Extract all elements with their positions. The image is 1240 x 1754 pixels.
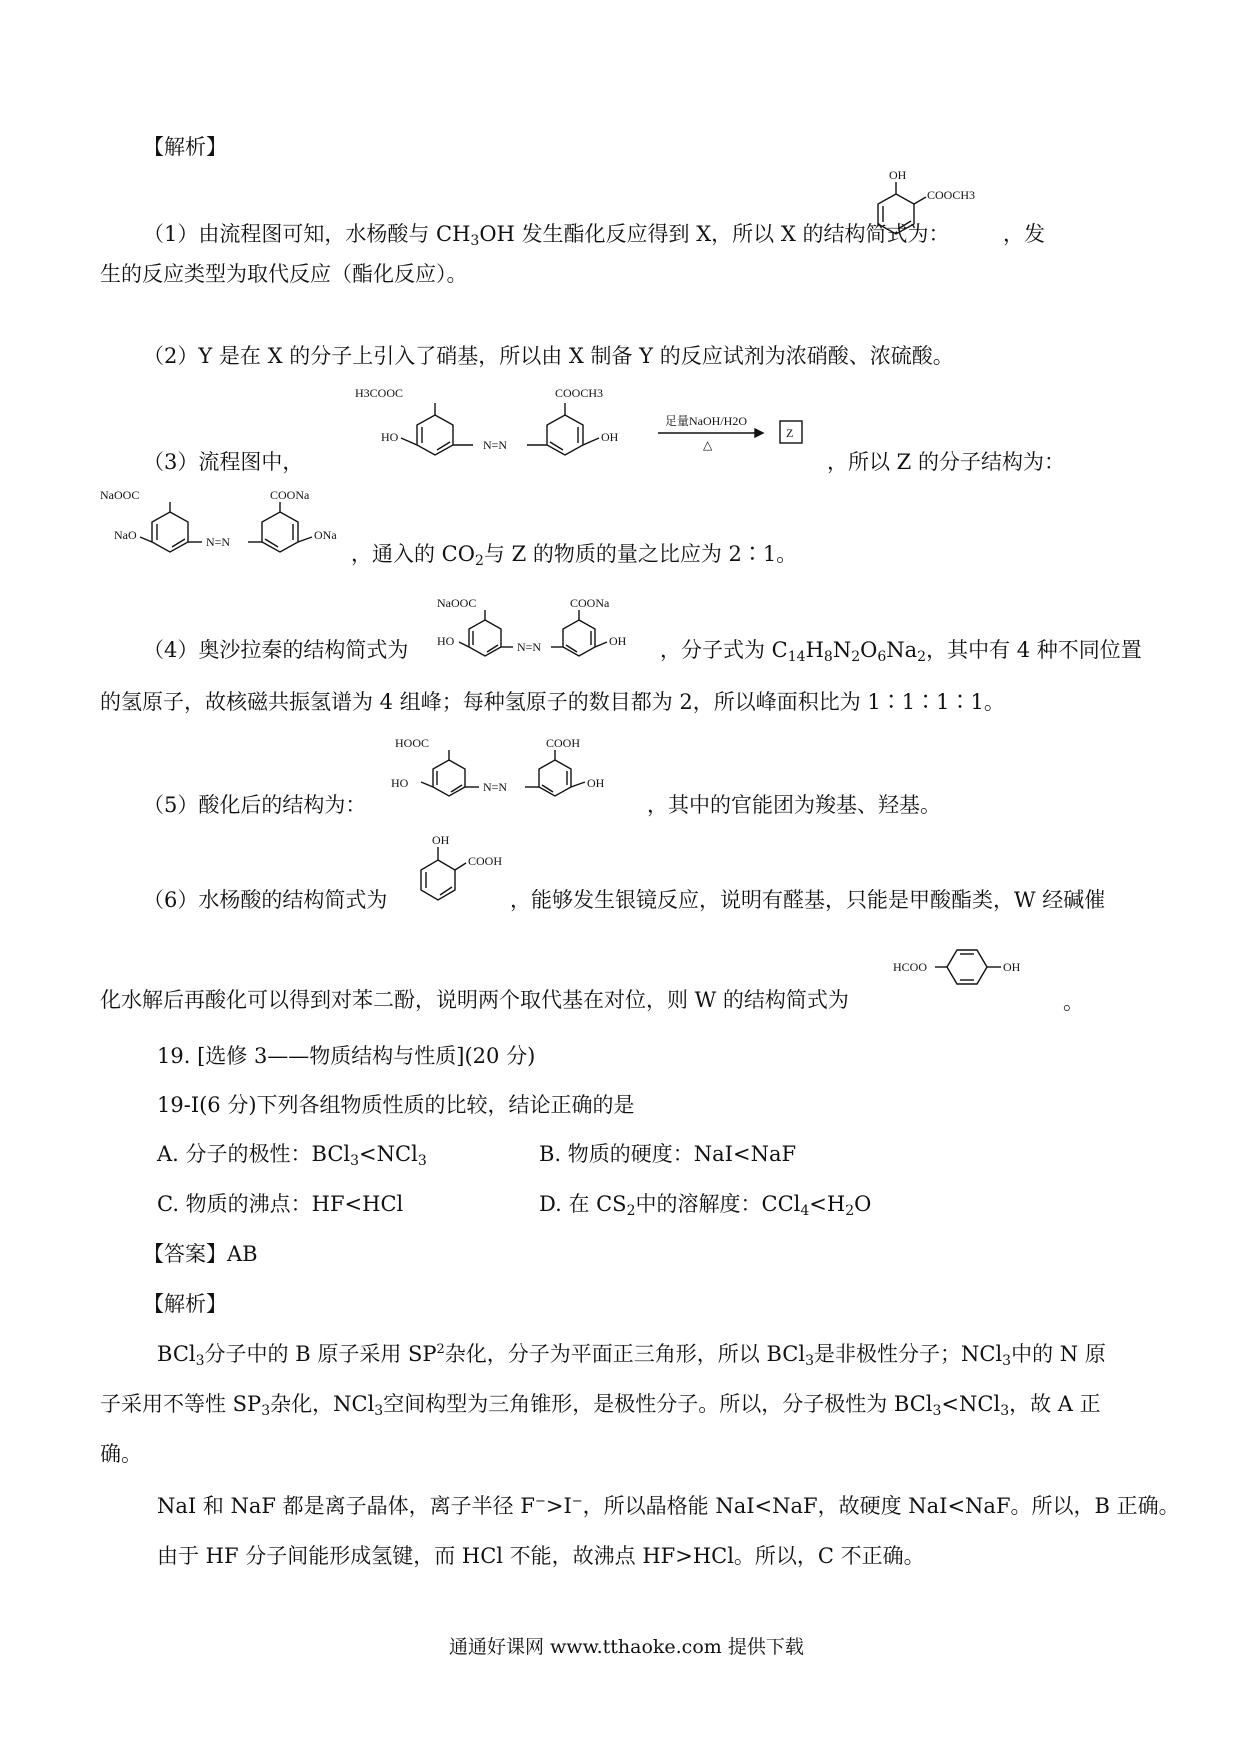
page-footer: 通通好课网 www.tthaoke.com 提供下载 [449, 1636, 804, 1658]
z-left-top: NaOOC [100, 488, 140, 502]
p5-line1: （5）酸化后的结构为： [143, 793, 367, 817]
p3-line1: （3）流程图中， [143, 450, 304, 474]
p1-line1: （1）由流程图可知，水杨酸与 $CH_3OH$ 发生酯化反应得到 X，所以 X 的结构简式为： [143, 222, 950, 249]
option-b: B. 物质的硬度：NaI<NaF [539, 1142, 797, 1166]
p6-line1: （6）水杨酸的结构简式为 [143, 888, 388, 912]
p1-line1-end: ，发 [1003, 222, 1045, 246]
w-left-label: HCOO [893, 960, 928, 974]
z-left: NaO [114, 528, 137, 542]
z-azo: N=N [206, 535, 231, 549]
acid-left-top: HOOC [395, 736, 430, 750]
option-a: A. 分子的极性：BCl$_3$<NCl$_3$ [157, 1142, 427, 1169]
option-c: C. 物质的沸点：HF<HCl [157, 1192, 404, 1216]
mol1-top-label: OH [889, 168, 907, 182]
reactant-left-top: H3COOC [355, 386, 404, 400]
olsalazine-structure [437, 595, 667, 675]
acidified-structure [391, 735, 661, 815]
olsalazine-azo: N=N [517, 640, 542, 654]
ex1-line3: 确。 [100, 1442, 142, 1466]
p1-line2: 生的反应类型为取代反应（酯化反应）。 [100, 262, 468, 286]
ex2-line: NaI 和 NaF 都是离子晶体，离子半径 F−>I−，所以晶格能 NaI<NaF，故硬度 NaI<NaF。所以，B 正确。 [157, 1494, 1180, 1518]
ex1-line1: BCl$_3$分子中的 B 原子采用 $SP^2$杂化，分子为平面正三角形，所以 BCl$_3$是非极性分子；NCl$_3$中的 N 原 [157, 1342, 1106, 1369]
acid-left: HO [391, 776, 409, 790]
q19-analysis-heading: 【解析】 [143, 1292, 227, 1316]
p6-end: 。 [1063, 990, 1084, 1014]
sal-side-label: COOH [468, 854, 503, 868]
arrow-condition: 足量NaOH/H2O [665, 414, 747, 428]
z-structure [100, 487, 370, 567]
reactant-left: HO [381, 430, 399, 444]
p6-line2: 化水解后再酸化可以得到对苯二酚，说明两个取代基在对位，则 W 的结构简式为 [100, 988, 849, 1012]
product-z: Z [786, 426, 794, 440]
p2-text: （2）Y 是在 X 的分子上引入了硝基，所以由 X 制备 Y 的反应试剂为浓硝酸、浓硫酸。 [143, 344, 954, 368]
p4-line1-end: ，分子式为 $C_{14}H_8N_2O_6Na_2$，其中有 4 种不同位置 [660, 638, 1142, 665]
analysis-heading: 【解析】 [143, 135, 227, 159]
answer: 【答案】AB [143, 1242, 258, 1266]
q19-title: 19. [选修 3——物质结构与性质](20 分) [157, 1044, 536, 1068]
mol1-side-label: COOCH3 [927, 188, 976, 202]
reactant-structure [355, 383, 825, 483]
salicylic-acid-structure [408, 832, 518, 912]
olsalazine-left: HO [437, 634, 455, 648]
reactant-right-top: COOCH3 [555, 386, 604, 400]
olsalazine-right: OH [609, 634, 627, 648]
olsalazine-right-top: COONa [570, 596, 610, 610]
p3-line1-end: ，所以 Z 的分子结构为： [827, 450, 1065, 474]
p4-line2: 的氢原子，故核磁共振氢谱为 4 组峰；每种氢原子的数目都为 2，所以峰面积比为 1∶1∶1∶1。 [100, 690, 1005, 714]
acid-right-top: COOH [546, 736, 581, 750]
w-right-label: OH [1003, 960, 1021, 974]
z-right: ONa [314, 528, 337, 542]
reactant-azo: N=N [483, 438, 508, 452]
p5-line1-end: ，其中的官能团为羧基、羟基。 [647, 793, 941, 817]
olsalazine-left-top: NaOOC [437, 596, 477, 610]
acid-azo: N=N [483, 780, 508, 794]
ex3-line: 由于 HF 分子间能形成氢键，而 HCl 不能，故沸点 HF>HCl。所以，C 不正确。 [157, 1544, 925, 1568]
p4-line1: （4）奥沙拉秦的结构简式为 [143, 638, 409, 662]
arrow-heat: △ [703, 438, 713, 452]
ex1-line2: 子采用不等性 $SP_3$杂化，NCl$_3$空间构型为三角锥形，是极性分子。所以，分子极性为 BCl$_3$<NCl$_3$，故 A 正 [100, 1392, 1101, 1419]
sal-top-label: OH [432, 833, 450, 847]
reactant-right: OH [601, 430, 619, 444]
q19-stem: 19-I(6 分)下列各组物质性质的比较，结论正确的是 [157, 1093, 635, 1117]
z-right-top: COONa [270, 488, 310, 502]
option-d: D. 在 $CS_2$中的溶解度：$CCl_4<H_2O$ [539, 1192, 872, 1219]
acid-right: OH [587, 776, 605, 790]
p3-line2: ，通入的 $CO_2$与 Z 的物质的量之比应为 2∶1。 [351, 542, 798, 569]
p6-line1-end: ，能够发生银镜反应，说明有醛基，只能是甲酸酯类，W 经碱催 [510, 888, 1106, 912]
